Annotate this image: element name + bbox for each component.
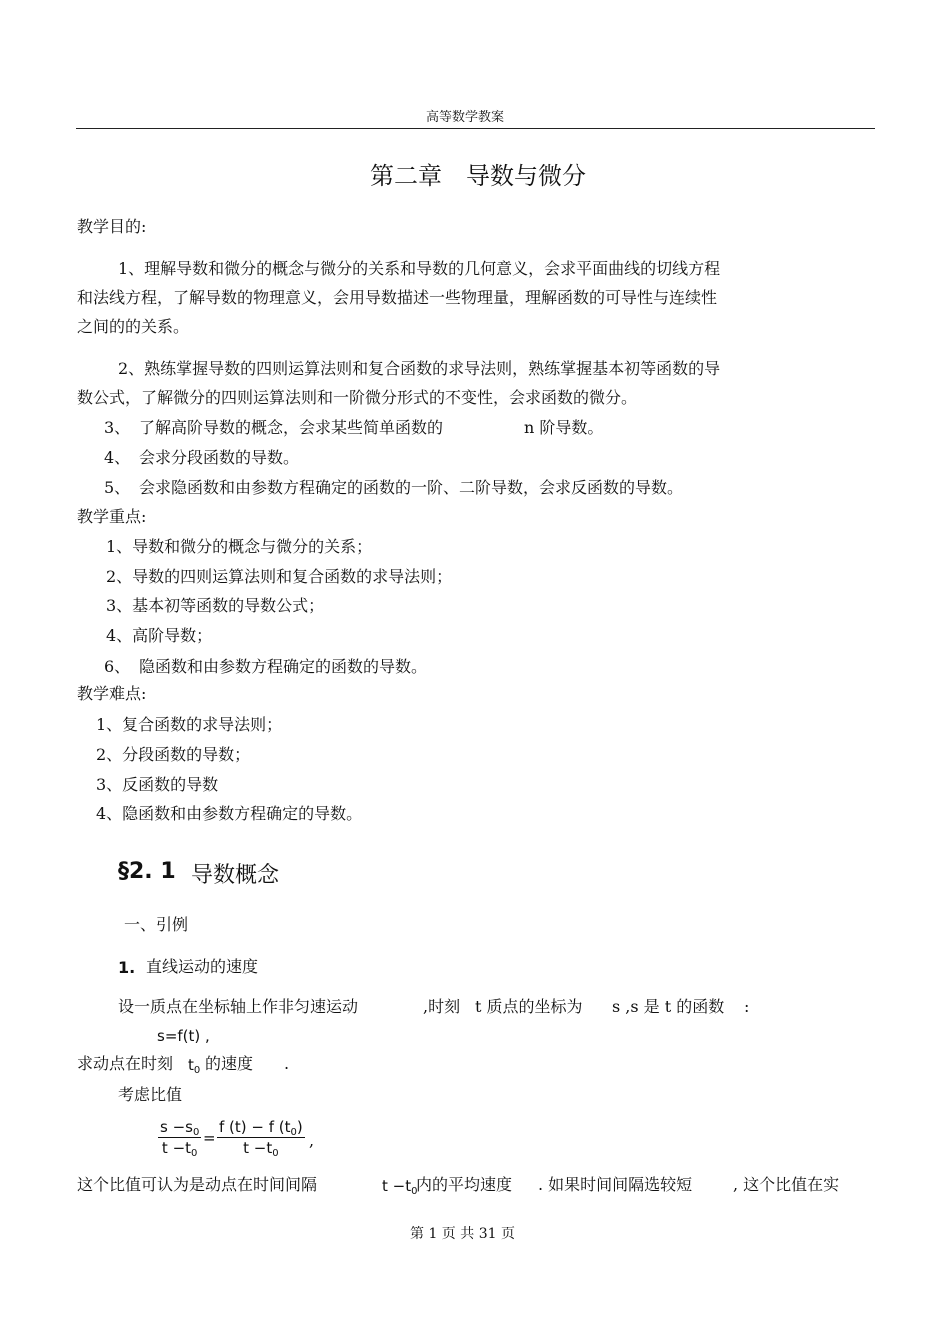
key-point-1: 1、导数和微分的概念与微分的关系； xyxy=(106,537,373,556)
body-line-4-a: 这个比值可认为是动点在时间间隔 xyxy=(77,1175,318,1194)
objective-4-text: 会求分段函数的导数。 xyxy=(139,448,300,467)
section-title: 导数概念 xyxy=(191,863,280,888)
objective-3-text: 了解高阶导数的概念，会求某些简单函数的 xyxy=(139,418,444,437)
body-line-1-b: ,时刻 xyxy=(423,997,461,1016)
fraction-s-over-t xyxy=(158,1118,201,1157)
body-line-1-e: : xyxy=(744,997,750,1016)
key-point-3: 3、基本初等函数的导数公式； xyxy=(106,596,325,615)
objective-2-line-1: 2、熟练掌握导数的四则运算法则和复合函数的求导法则，熟练掌握基本初等函数的导 xyxy=(118,359,721,378)
body-line-2-period: . xyxy=(284,1054,290,1073)
page-footer: 第 1 页 共 31 页 xyxy=(410,1226,515,1242)
fraction-2-denominator: $t -t_0$ xyxy=(243,1139,279,1159)
formula-comma: , xyxy=(309,1131,315,1150)
objective-4-number: 4、 xyxy=(104,448,131,467)
objective-1-line-1: 1、理解导数和微分的概念与微分的关系和导数的几何意义，会求平面曲线的切线方程 xyxy=(118,259,721,278)
fraction-1-numerator: $s -s_0$ xyxy=(160,1118,200,1138)
header-rule xyxy=(76,128,875,129)
fraction-1-denominator: $t -t_0$ xyxy=(161,1139,198,1159)
key-points-heading: 教学重点: xyxy=(77,507,147,526)
key-point-4: 4、高阶导数； xyxy=(106,626,213,645)
equals-sign: = xyxy=(203,1129,216,1147)
difficulty-1: 1、复合函数的求导法则； xyxy=(96,715,283,734)
difficulty-3: 3、反函数的导数 xyxy=(96,775,219,794)
objective-5-number: 5、 xyxy=(104,478,131,497)
item-1-number: 1. xyxy=(118,958,136,977)
body-line-1-c: t 质点的坐标为 xyxy=(475,997,583,1016)
objective-3-text-end: n 阶导数。 xyxy=(524,418,604,437)
item-1-title: 直线运动的速度 xyxy=(146,957,259,976)
key-point-6-text: 隐函数和由参数方程确定的函数的导数。 xyxy=(139,657,428,676)
fraction-f-over-t xyxy=(217,1118,305,1157)
key-point-6-number: 6、 xyxy=(104,657,131,676)
difficulties-heading: 教学难点: xyxy=(77,684,147,703)
t-zero-symbol: $t_0$ xyxy=(188,1056,201,1076)
objective-1-line-3: 之间的的关系。 xyxy=(77,317,190,336)
body-line-4-d: , 这个比值在实 xyxy=(733,1175,840,1194)
t-minus-t-zero: $t -t_0$ xyxy=(382,1177,418,1197)
fraction-2-numerator: f (t) − f $(t_0)$ xyxy=(219,1118,303,1138)
section-number: §2. 1 xyxy=(118,859,176,884)
page-header: 高等数学教案 xyxy=(426,110,505,125)
objective-3-number: 3、 xyxy=(104,418,131,437)
objective-5-text: 会求隐函数和由参数方程确定的函数的一阶、二阶导数，会求反函数的导数。 xyxy=(139,478,684,497)
body-line-1-a: 设一质点在坐标轴上作非匀速运动 xyxy=(118,997,359,1016)
body-line-4-c: . 如果时间间隔选较短 xyxy=(538,1175,693,1194)
subsection-title: 一、引例 xyxy=(124,915,189,934)
difficulty-2: 2、分段函数的导数； xyxy=(96,745,251,764)
difficulty-4: 4、隐函数和由参数方程确定的导数。 xyxy=(96,804,363,823)
key-point-2: 2、导数的四则运算法则和复合函数的求导法则； xyxy=(106,567,453,586)
body-line-3: 考虑比值 xyxy=(118,1085,183,1104)
formula-s-equals-f-t: s=f(t) , xyxy=(157,1027,210,1045)
body-line-2-b: 的速度 xyxy=(205,1054,254,1073)
objective-2-line-2: 数公式，了解微分的四则运算法则和一阶微分形式的不变性，会求函数的微分。 xyxy=(77,388,638,407)
chapter-title: 第二章 导数与微分 xyxy=(370,162,586,190)
body-line-4-b: 内的平均速度 xyxy=(416,1175,513,1194)
objectives-heading: 教学目的: xyxy=(77,217,147,236)
body-line-2-a: 求动点在时刻 xyxy=(77,1054,174,1073)
body-line-1-d: s ,s 是 t 的函数 xyxy=(612,997,725,1016)
objective-1-line-2: 和法线方程，了解导数的物理意义，会用导数描述一些物理量，理解函数的可导性与连续性 xyxy=(77,288,718,307)
